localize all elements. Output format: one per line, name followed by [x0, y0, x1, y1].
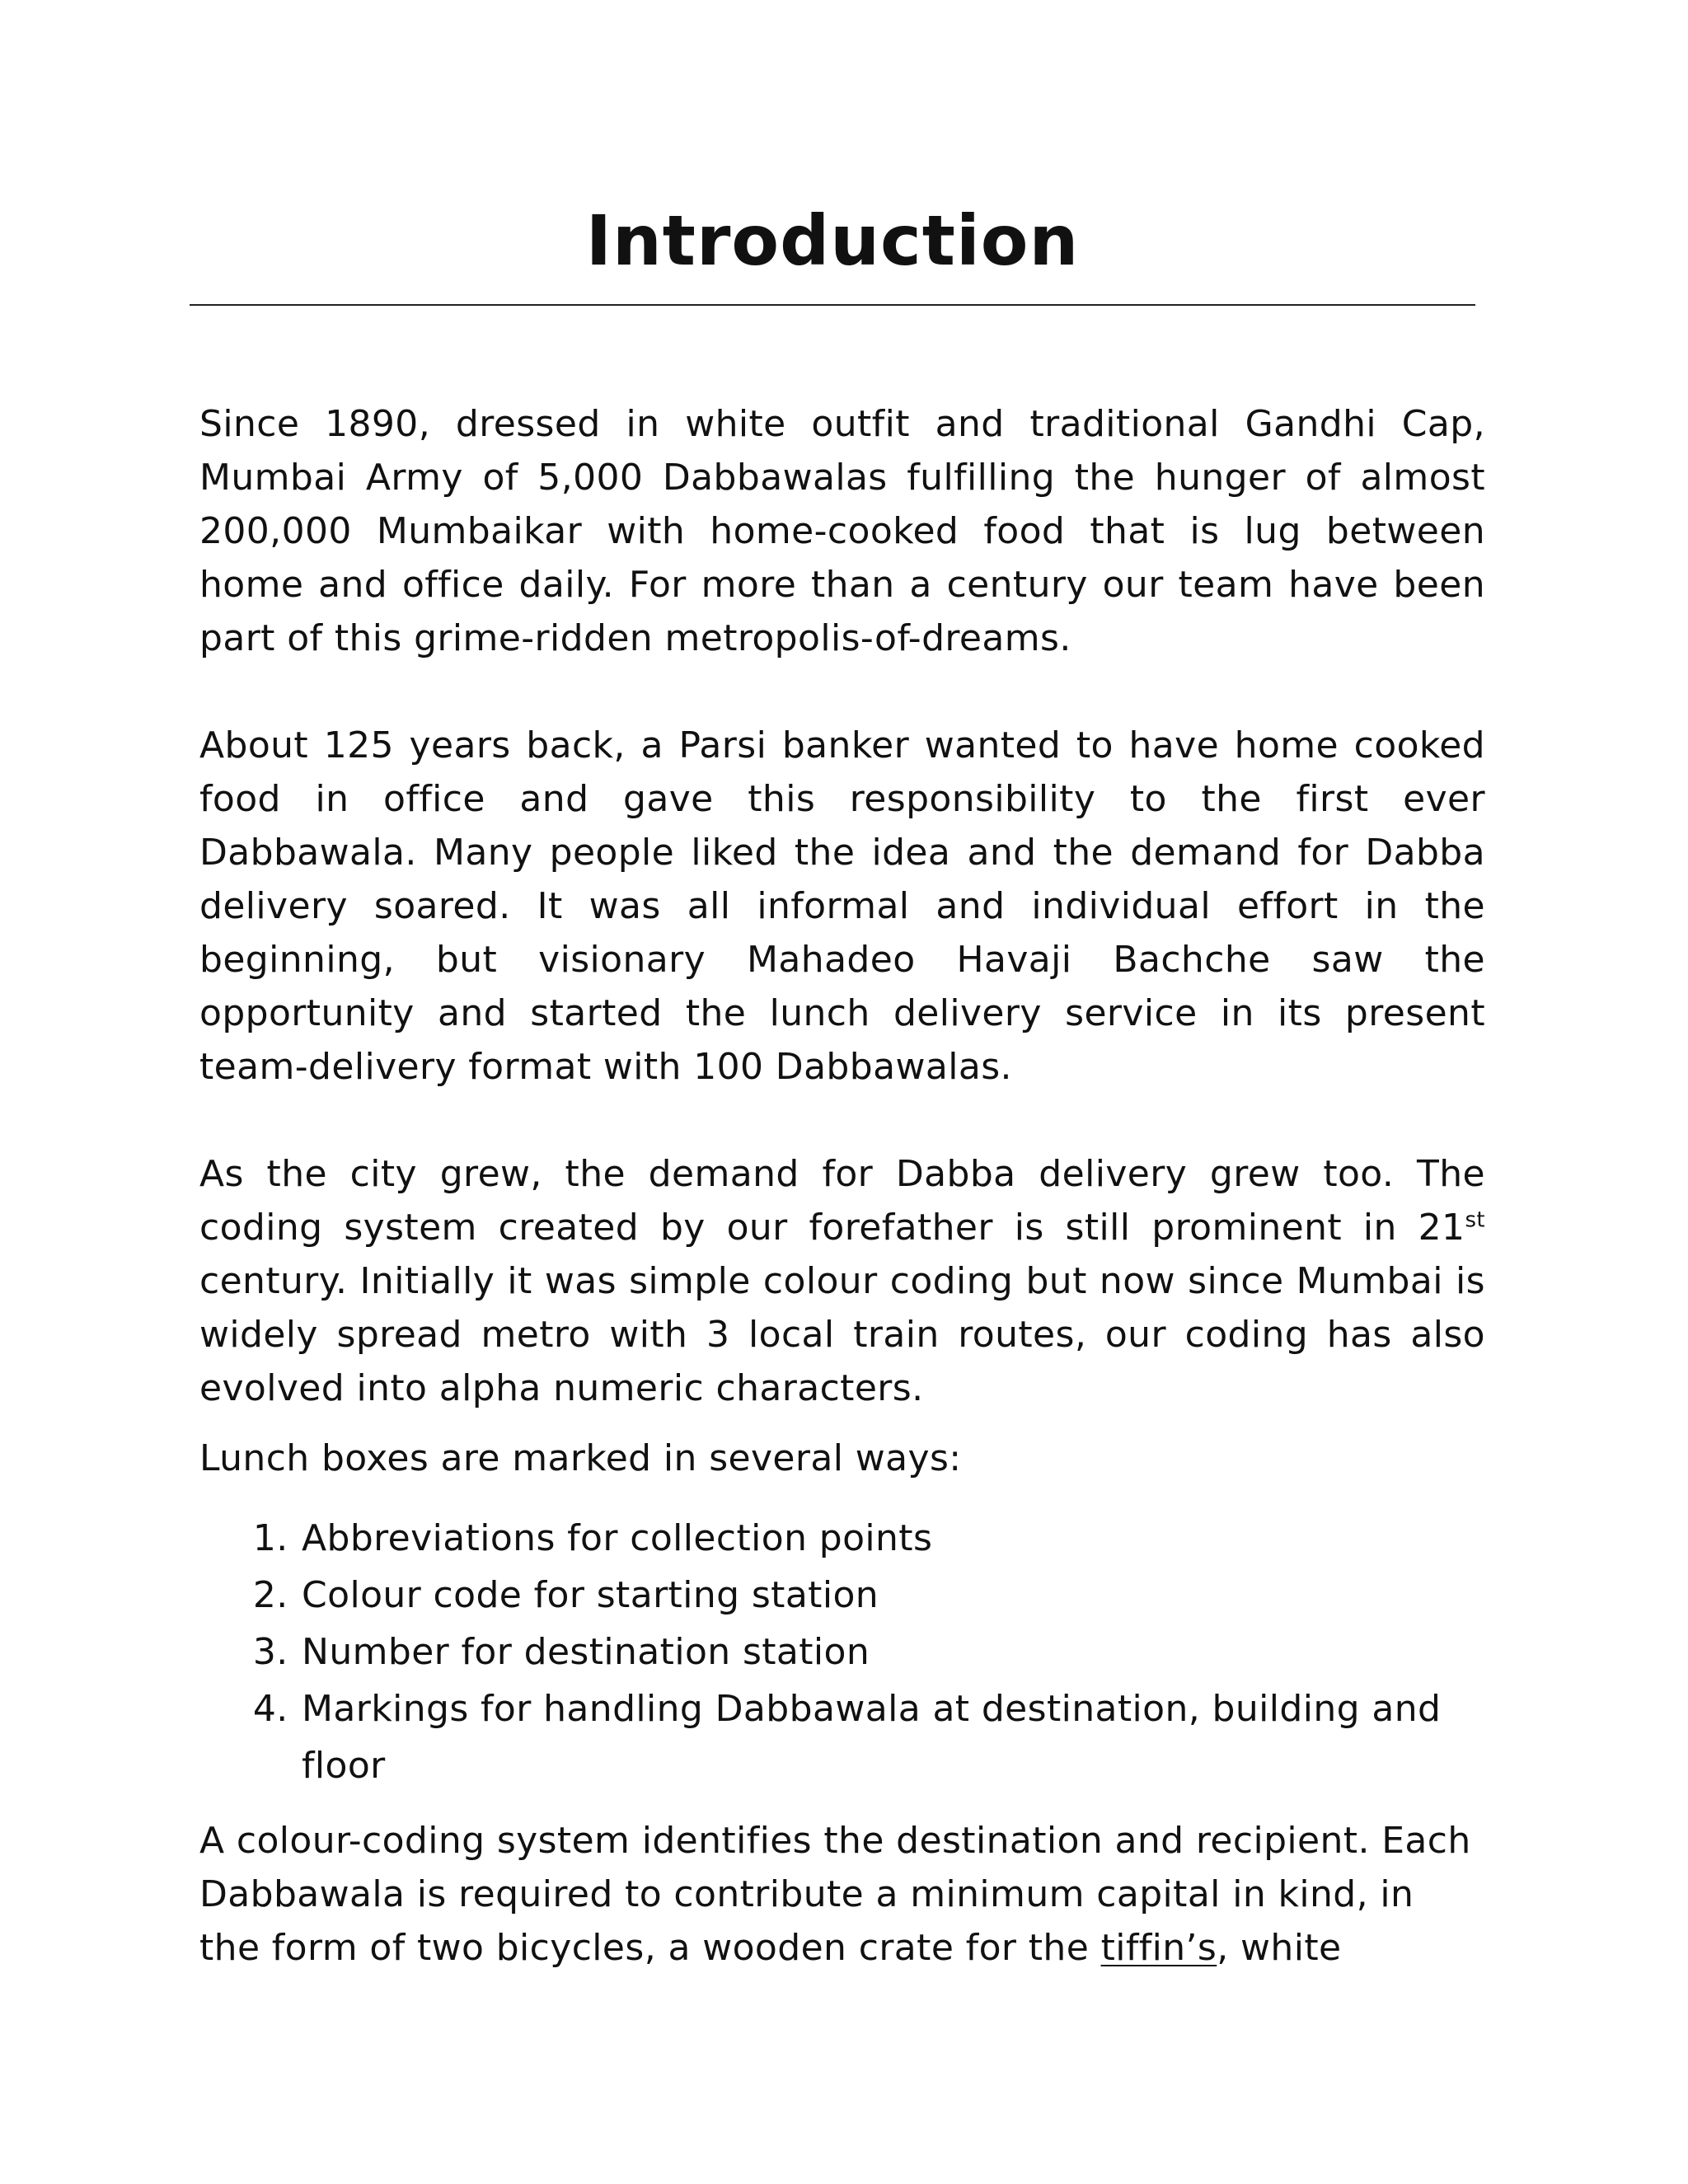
paragraph-coding-text-end: century. Initially it was simple colour coding but now since Mumbai is widely spread metro with 3 local train routes, our coding has also evolved into alpha numeric characters. [199, 1260, 1485, 1409]
paragraph-origin: About 125 years back, a Parsi banker wanted to have home cooked food in office and gave this responsibility to the first ever Dabbawala. Many people liked the idea and the demand for Dabba delivery soared. It was all informal and individual effort in the beginning, but visionary Mahadeo Havaji Bachche saw the opportunity and started the lunch delivery service in its present team-delivery format with 100 Dabbawalas. [199, 724, 1485, 1088]
list-item [300, 1624, 1485, 1680]
page-title: Introduction [585, 200, 1080, 281]
list-item-text: Markings for handling Dabbawala at destination, building and floor [302, 1688, 1442, 1787]
paragraph-list-intro: Lunch boxes are marked in several ways: [199, 1437, 962, 1479]
list-item-text: Colour code for starting station [302, 1574, 879, 1616]
list-item-text: Number for destination station [302, 1631, 870, 1673]
list-item [300, 1510, 1485, 1567]
markings-list [199, 1510, 1485, 1794]
paragraph-colour-coding [199, 1814, 1485, 1975]
ordinal-superscript: st [1465, 1207, 1485, 1233]
paragraph-colour-text-end: , white [1217, 1927, 1342, 1969]
list-item-text: Abbreviations for collection points [302, 1517, 933, 1559]
underlined-word: tiffin’s [1100, 1927, 1217, 1969]
document-body [199, 397, 1485, 1975]
paragraph-history: Since 1890, dressed in white outfit and traditional Gandhi Cap, Mumbai Army of 5,000 Dabbawalas fulfilling the hunger of almost 200,000 Mumbaikar with home-cooked food that is lug between home and office daily. For more than a century our team have been part of this grime-ridden metropolis-of-dreams. [199, 403, 1485, 659]
title-underline-rule [190, 304, 1475, 306]
paragraph-coding-system [199, 1147, 1485, 1415]
paragraph-coding-text-start: As the city grew, the demand for Dabba delivery grew too. The coding system created by our forefather is still prominent in 21 [199, 1153, 1485, 1249]
list-item [300, 1680, 1485, 1794]
paragraph-colour-text-start: A colour-coding system identifies the destination and recipient. Each Dabbawala is required to contribute a minimum capital in kind, in the form of two bicycles, a wooden crate for the [199, 1820, 1471, 1969]
list-item [300, 1567, 1485, 1624]
